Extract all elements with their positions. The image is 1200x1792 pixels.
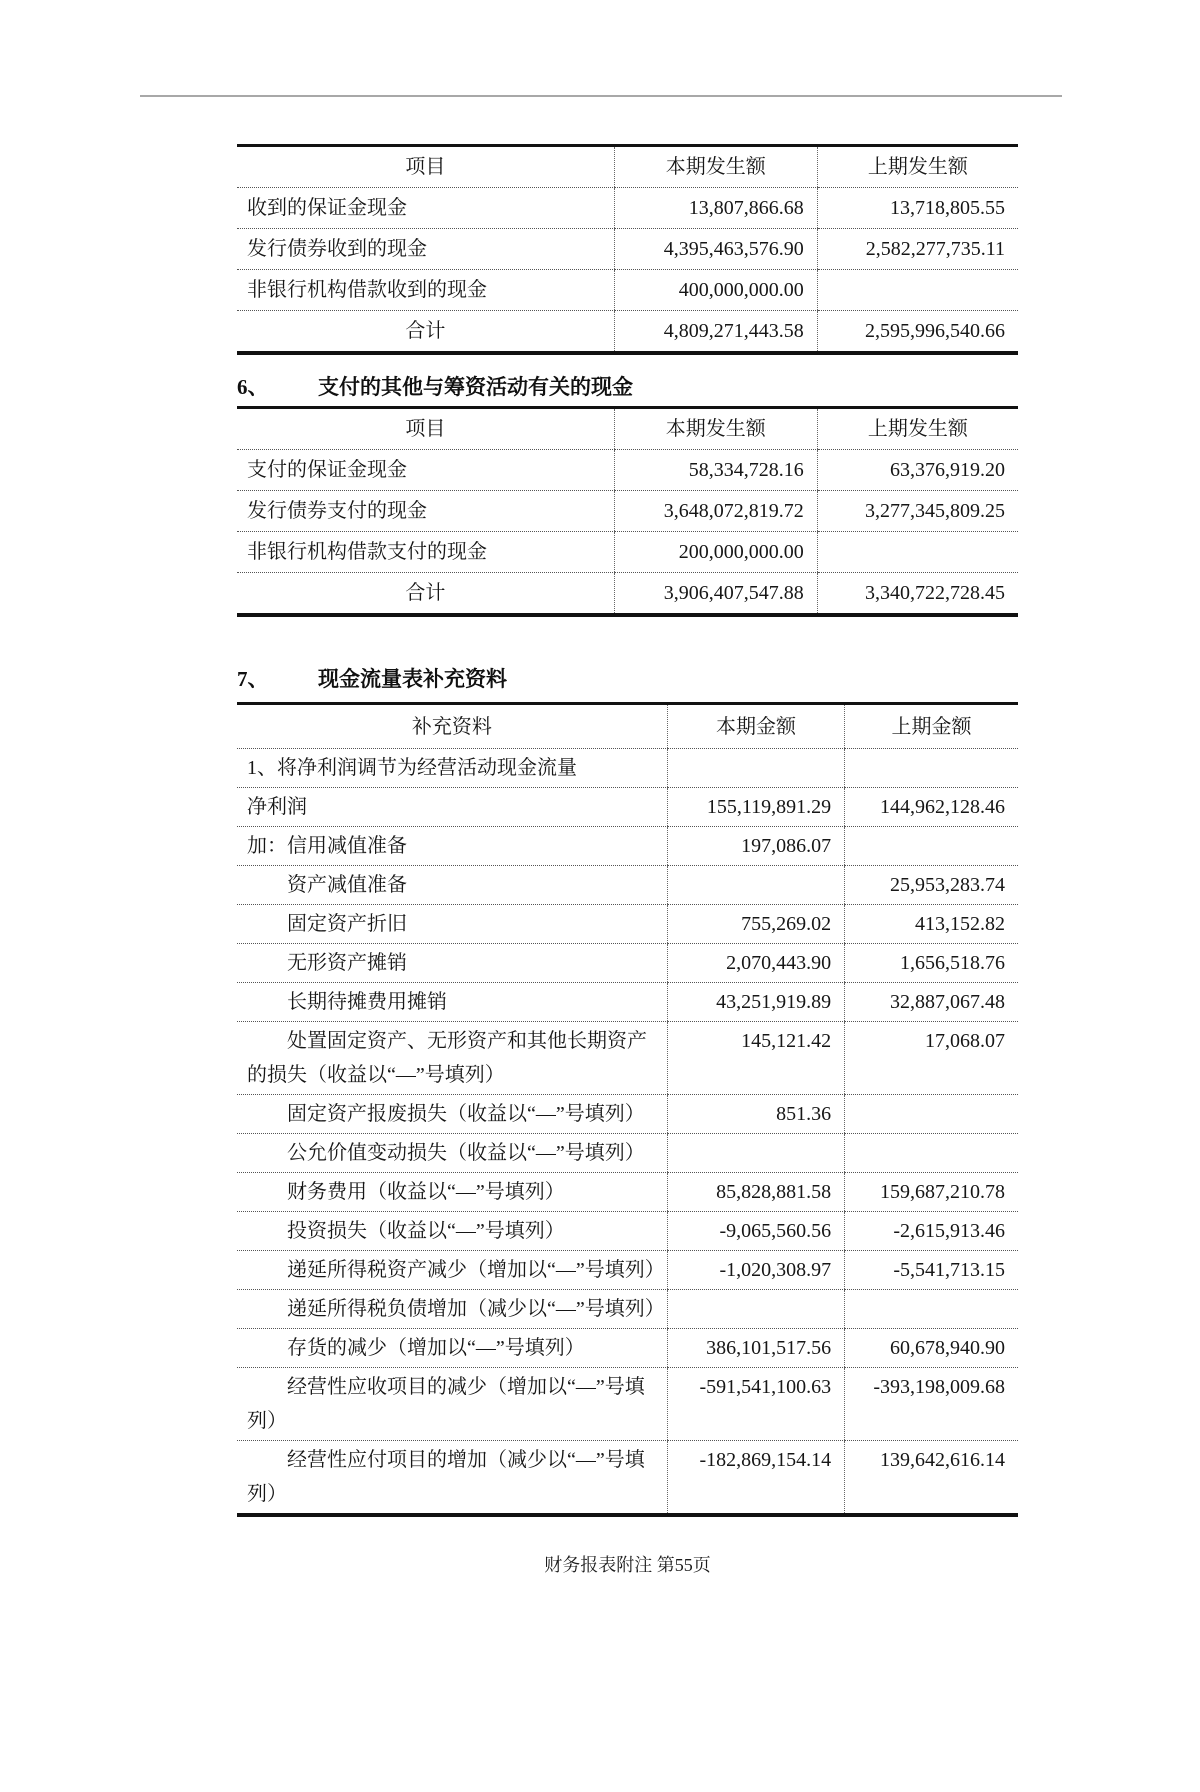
label-cell: 长期待摊费用摊销 [237, 983, 667, 1022]
table-row [237, 229, 1018, 270]
document-page [0, 95, 1200, 1577]
table-row [237, 983, 1018, 1022]
table-row [237, 944, 1018, 983]
current-amount-cell: -1,020,308.97 [667, 1251, 844, 1290]
table-row [237, 1212, 1018, 1251]
prior-amount-cell: 32,887,067.48 [845, 983, 1018, 1022]
cash-flow-supplement-table [237, 702, 1018, 1517]
label-cell: 存货的减少（增加以“—”号填列） [237, 1329, 667, 1368]
label-cell: 加：信用减值准备 [237, 827, 667, 866]
table-row [237, 270, 1018, 311]
prior-amount-cell: 2,595,996,540.66 [817, 311, 1018, 354]
column-header-current-period: 本期发生额 [614, 408, 817, 450]
label-cell: 发行债券收到的现金 [237, 229, 614, 270]
table-row [237, 1022, 1018, 1095]
label-cell: 发行债券支付的现金 [237, 491, 614, 532]
table-row [237, 1290, 1018, 1329]
current-amount-cell: 851.36 [667, 1095, 844, 1134]
prior-amount-cell: 159,687,210.78 [845, 1173, 1018, 1212]
prior-amount-cell [845, 1134, 1018, 1173]
column-header-item: 项目 [237, 146, 614, 188]
prior-amount-cell: 139,642,616.14 [845, 1441, 1018, 1516]
label-cell: 递延所得税负债增加（减少以“—”号填列） [237, 1290, 667, 1329]
table-row [237, 532, 1018, 573]
prior-amount-cell: 1,656,518.76 [845, 944, 1018, 983]
table-row [237, 450, 1018, 491]
financing-receipts-table [237, 144, 1018, 355]
table-row [237, 788, 1018, 827]
column-header-prior-amount: 上期金额 [845, 704, 1018, 749]
current-amount-cell: 155,119,891.29 [667, 788, 844, 827]
current-amount-cell: 58,334,728.16 [614, 450, 817, 491]
current-amount-cell [667, 749, 844, 788]
table-row [237, 491, 1018, 532]
table-row [237, 1329, 1018, 1368]
prior-amount-cell: 60,678,940.90 [845, 1329, 1018, 1368]
label-cell: 1、将净利润调节为经营活动现金流量 [237, 749, 667, 788]
page-footer: 财务报表附注 第55页 [544, 1555, 711, 1575]
total-label-cell: 合计 [405, 320, 446, 342]
prior-amount-cell [817, 532, 1018, 573]
current-amount-cell: 4,809,271,443.58 [614, 311, 817, 354]
prior-amount-cell: 413,152.82 [845, 905, 1018, 944]
current-amount-cell: 145,121.42 [667, 1022, 844, 1095]
prior-amount-cell: -5,541,713.15 [845, 1251, 1018, 1290]
label-cell: 经营性应收项目的减少（增加以“—”号填列） [237, 1368, 667, 1441]
section-6-heading [237, 371, 1018, 401]
table-row [237, 188, 1018, 229]
label-cell: 公允价值变动损失（收益以“—”号填列） [237, 1134, 667, 1173]
current-amount-cell: 13,807,866.68 [614, 188, 817, 229]
column-header-current-amount: 本期金额 [667, 704, 844, 749]
table-header-row [237, 146, 1018, 188]
label-cell: 处置固定资产、无形资产和其他长期资产的损失（收益以“—”号填列） [237, 1022, 667, 1095]
table-row [237, 905, 1018, 944]
prior-amount-cell: 3,277,345,809.25 [817, 491, 1018, 532]
table-row [237, 749, 1018, 788]
current-amount-cell: -9,065,560.56 [667, 1212, 844, 1251]
table-row [237, 866, 1018, 905]
label-cell: 递延所得税资产减少（增加以“—”号填列） [237, 1251, 667, 1290]
section-7-heading [237, 663, 1018, 693]
prior-amount-cell [817, 270, 1018, 311]
table-row [237, 1368, 1018, 1441]
table-header-row [237, 704, 1018, 749]
prior-amount-cell [845, 1290, 1018, 1329]
label-cell: 非银行机构借款支付的现金 [237, 532, 614, 573]
current-amount-cell: 400,000,000.00 [614, 270, 817, 311]
current-amount-cell: -182,869,154.14 [667, 1441, 844, 1516]
current-amount-cell: 85,828,881.58 [667, 1173, 844, 1212]
prior-amount-cell: 2,582,277,735.11 [817, 229, 1018, 270]
table-row [237, 1251, 1018, 1290]
column-header-supplement: 补充资料 [237, 704, 667, 749]
column-header-current-period: 本期发生额 [614, 146, 817, 188]
total-row [237, 573, 1018, 616]
label-cell: 非银行机构借款收到的现金 [237, 270, 614, 311]
table-row [237, 1173, 1018, 1212]
label-cell: 财务费用（收益以“—”号填列） [237, 1173, 667, 1212]
financing-payments-table [237, 406, 1018, 617]
current-amount-cell [667, 1290, 844, 1329]
table-header-row [237, 408, 1018, 450]
prior-amount-cell: 63,376,919.20 [817, 450, 1018, 491]
label-cell: 净利润 [237, 788, 667, 827]
prior-amount-cell [845, 1095, 1018, 1134]
page-content [237, 144, 1018, 1577]
total-label-cell: 合计 [405, 582, 446, 604]
current-amount-cell: 755,269.02 [667, 905, 844, 944]
prior-amount-cell: 25,953,283.74 [845, 866, 1018, 905]
current-amount-cell: 386,101,517.56 [667, 1329, 844, 1368]
label-cell: 无形资产摊销 [237, 944, 667, 983]
current-amount-cell [667, 866, 844, 905]
section-7-title: 现金流量表补充资料 [318, 667, 507, 691]
prior-amount-cell: -393,198,009.68 [845, 1368, 1018, 1441]
current-amount-cell: 3,648,072,819.72 [614, 491, 817, 532]
current-amount-cell: 197,086.07 [667, 827, 844, 866]
label-cell: 收到的保证金现金 [237, 188, 614, 229]
column-header-prior-period: 上期发生额 [817, 408, 1018, 450]
prior-amount-cell [845, 827, 1018, 866]
table-row [237, 1134, 1018, 1173]
label-cell: 投资损失（收益以“—”号填列） [237, 1212, 667, 1251]
prior-amount-cell: 144,962,128.46 [845, 788, 1018, 827]
current-amount-cell: 3,906,407,547.88 [614, 573, 817, 616]
section-7-number: 7、 [237, 667, 269, 691]
page-header-rule [140, 95, 1062, 97]
section-6-title: 支付的其他与筹资活动有关的现金 [318, 375, 633, 399]
column-header-item: 项目 [237, 408, 614, 450]
current-amount-cell: -591,541,100.63 [667, 1368, 844, 1441]
table-row [237, 1441, 1018, 1516]
current-amount-cell: 2,070,443.90 [667, 944, 844, 983]
label-cell: 经营性应付项目的增加（减少以“—”号填列） [247, 1449, 645, 1505]
current-amount-cell: 4,395,463,576.90 [614, 229, 817, 270]
label-cell: 固定资产折旧 [237, 905, 667, 944]
current-amount-cell: 200,000,000.00 [614, 532, 817, 573]
prior-amount-cell: -2,615,913.46 [845, 1212, 1018, 1251]
column-header-prior-period: 上期发生额 [817, 146, 1018, 188]
label-cell: 支付的保证金现金 [237, 450, 614, 491]
table-row [237, 1095, 1018, 1134]
current-amount-cell [667, 1134, 844, 1173]
current-amount-cell: 43,251,919.89 [667, 983, 844, 1022]
section-6-number: 6、 [237, 375, 269, 399]
prior-amount-cell [845, 749, 1018, 788]
label-cell: 固定资产报废损失（收益以“—”号填列） [237, 1095, 667, 1134]
total-row [237, 311, 1018, 354]
label-cell: 资产减值准备 [237, 866, 667, 905]
prior-amount-cell: 17,068.07 [845, 1022, 1018, 1095]
prior-amount-cell: 13,718,805.55 [817, 188, 1018, 229]
prior-amount-cell: 3,340,722,728.45 [817, 573, 1018, 616]
table-row [237, 827, 1018, 866]
